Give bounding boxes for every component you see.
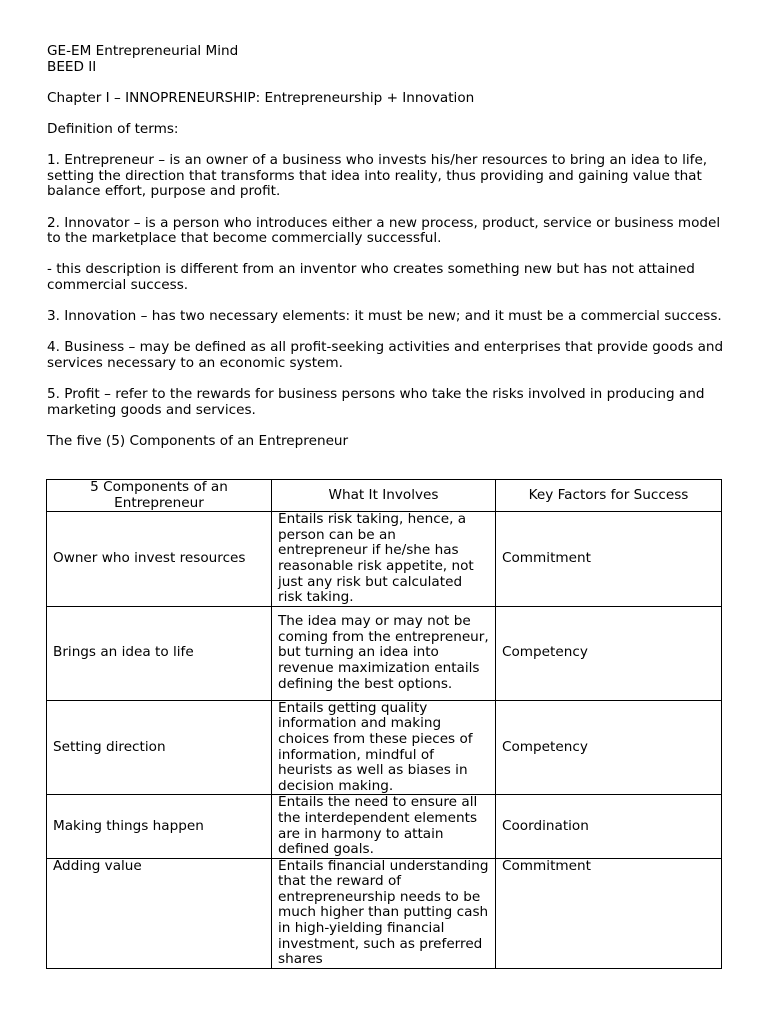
involves-cell: Entails the need to ensure all the interdependent elements are in harmony to attain defined goals. xyxy=(272,795,496,858)
table-row xyxy=(47,700,722,795)
section-label: BEED II xyxy=(47,58,97,75)
involves-cell: Entails risk taking, hence, a person can be an entrepreneur if he/she has reasonable risk appetite, not just any risk but calculated risk taking. xyxy=(272,512,496,607)
table-header-row xyxy=(47,480,722,512)
involves-cell: Entails financial understanding that the reward of entrepreneurship needs to be much higher than putting cash in high-yielding financial investment, such as preferred shares xyxy=(272,858,496,968)
table-row xyxy=(47,858,722,968)
components-table xyxy=(46,479,722,969)
document-body xyxy=(47,44,727,449)
component-cell: Owner who invest resources xyxy=(47,512,272,607)
key-factor-cell: Coordination xyxy=(496,795,722,858)
key-factor-cell: Competency xyxy=(496,700,722,795)
table-row xyxy=(47,795,722,858)
involves-cell: Entails getting quality information and making choices from these pieces of information, mindful of heurists as well as biases in decision making. xyxy=(272,700,496,795)
component-cell: Setting direction xyxy=(47,700,272,795)
component-cell: Brings an idea to life xyxy=(47,606,272,700)
key-factor-cell: Commitment xyxy=(496,512,722,607)
component-cell: Making things happen xyxy=(47,795,272,858)
component-cell: Adding value xyxy=(47,858,272,968)
definition-inventor-note: - this description is different from an inventor who creates something new but has not attained commercial success. xyxy=(47,261,695,293)
chapter-title: Chapter I – INNOPRENEURSHIP: Entrepreneurship + Innovation xyxy=(47,89,475,106)
key-factor-cell: Commitment xyxy=(496,858,722,968)
components-heading: The five (5) Components of an Entrepreneur xyxy=(47,432,349,449)
column-header-component: 5 Components of an Entrepreneur xyxy=(47,480,272,512)
table-row xyxy=(47,512,722,607)
definition-innovator: 2. Innovator – is a person who introduces either a new process, product, service or business model to the marketplace that become commercially successful. xyxy=(47,214,721,247)
involves-cell: The idea may or may not be coming from the entrepreneur, but turning an idea into revenue maximization entails defining the best options. xyxy=(272,606,496,700)
key-factor-cell: Competency xyxy=(496,606,722,700)
definition-profit: 5. Profit – refer to the rewards for business persons who take the risks involved in producing and marketing goods and services. xyxy=(47,386,705,418)
definition-business: 4. Business – may be defined as all profit-seeking activities and enterprises that provide goods and services necessary to an economic system. xyxy=(47,339,724,371)
column-header-involves: What It Involves xyxy=(272,480,496,512)
table-row xyxy=(47,606,722,700)
definition-entrepreneur: 1. Entrepreneur – is an owner of a business who invests his/her resources to bring an idea to life, setting the direction that transforms that idea into reality, thus providing and gaining value that balance effort, purpose and profit. xyxy=(47,152,708,200)
column-header-key-factors: Key Factors for Success xyxy=(496,480,722,512)
definitions-heading: Definition of terms: xyxy=(47,120,179,137)
course-title: GE-EM Entrepreneurial Mind xyxy=(47,43,239,59)
definition-innovation: 3. Innovation – has two necessary elements: it must be new; and it must be a commercial success. xyxy=(47,308,722,325)
